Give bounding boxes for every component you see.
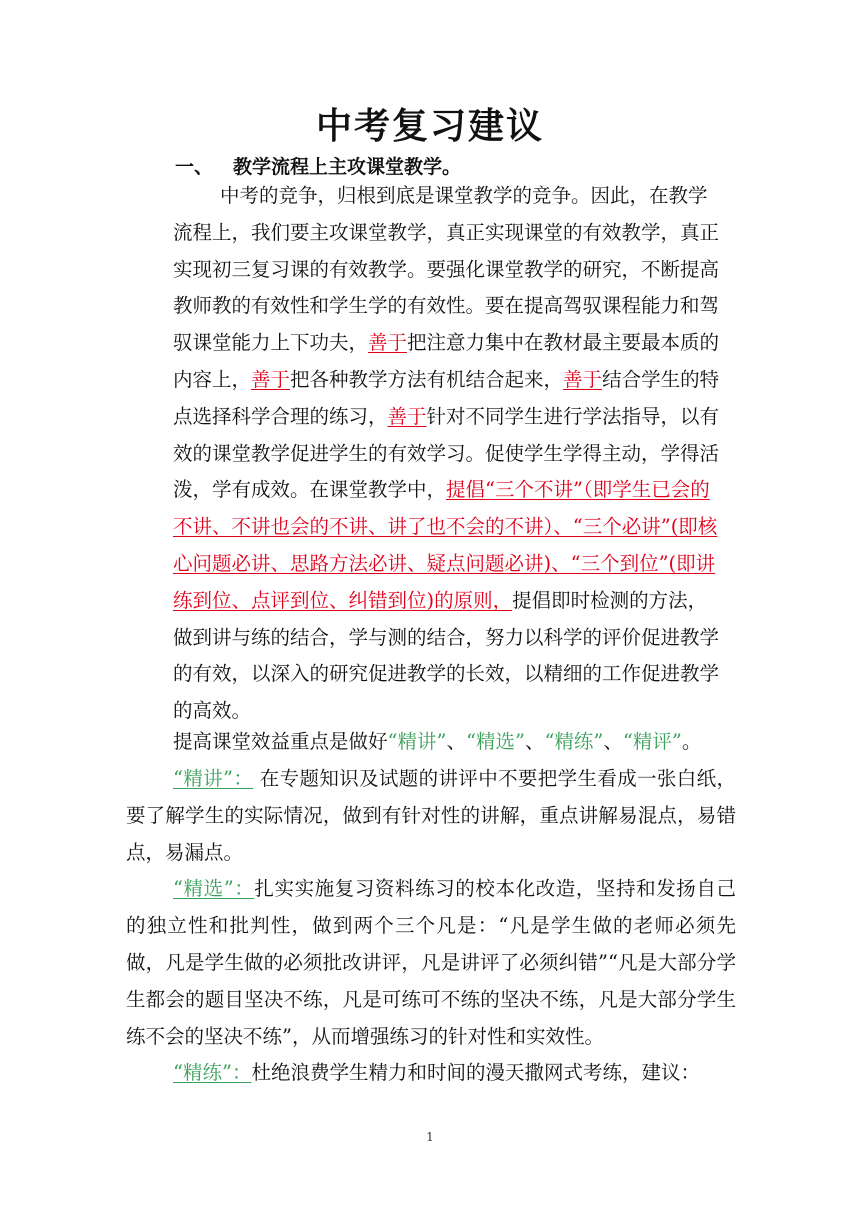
section-number: 一、 xyxy=(175,156,214,178)
text-line: 教师教的有效性和学生学的有效性。要在提高驾驭课程能力和驾 xyxy=(173,294,720,318)
jingjiang-text: 在专题知识及试题的讲评中不要把学生看成一张白纸，要了解学生的实际情况，做到有针对性的讲解，重点讲解易混点，易错点，易漏点。 xyxy=(126,767,736,864)
section-heading xyxy=(175,152,461,179)
text-line: 点选择科学合理的练习，善于针对不同学生进行学法指导，以有 xyxy=(173,404,720,428)
highlight-shanyu: 善于 xyxy=(387,404,427,428)
text-line: 的高效。 xyxy=(173,699,252,723)
label-jinglian: “精练”： xyxy=(173,1061,252,1084)
highlight-principle: 提倡“三个不讲”（即学生已会的 xyxy=(446,478,710,502)
page-number: 1 xyxy=(426,1130,434,1144)
jingxuan-text: 扎实实施复习资料练习的校本化改造，坚持和发扬自己的独立性和批判性，做到两个三个凡是：“凡是学生做的老师必须先做，凡是学生做的必须批改讲评，凡是讲评了必须纠错”“凡是大部分学生都会的题目坚决不练，凡是可练可不练的坚决不练，凡是大部分学生练不会的坚决不练”，从而增强练习的针对性和实效性。 xyxy=(126,877,736,1048)
text-line: 练到位、点评到位、纠错到位)的原则，提倡即时检测的方法， xyxy=(173,588,708,612)
highlight-principle: 练到位、点评到位、纠错到位)的原则， xyxy=(173,588,513,612)
highlight-shanyu: 善于 xyxy=(563,367,603,391)
highlight-shanyu: 善于 xyxy=(251,367,291,391)
text-line: 泼，学有成效。在课堂教学中，提倡“三个不讲”（即学生已会的 xyxy=(173,478,710,502)
text-line: 驭课堂能力上下功夫，善于把注意力集中在教材最主要最本质的 xyxy=(173,331,720,355)
label-jingjiang: “精讲”： xyxy=(173,767,254,790)
highlight-principle: 不讲、不讲也会的不讲、讲了也不会的不讲）、“三个必讲”(即核 xyxy=(173,515,718,539)
paragraph-jingxuan xyxy=(126,870,736,1055)
keyword-jingping: “精评” xyxy=(622,730,682,753)
highlight-shanyu: 善于 xyxy=(368,331,408,355)
paragraph-jinglian xyxy=(126,1054,736,1091)
keyword-jingjiang: “精讲” xyxy=(387,730,447,753)
paragraph-jingjiang xyxy=(126,760,736,871)
text-line: 流程上，我们要主攻课堂教学，真正实现课堂的有效教学，真正 xyxy=(173,220,720,244)
jinglian-text: 杜绝浪费学生精力和时间的漫天撒网式考练，建议： xyxy=(251,1061,700,1084)
text-line: 实现初三复习课的有效教学。要强化课堂教学的研究，不断提高 xyxy=(173,257,720,281)
text-line: 的有效，以深入的研究促进教学的长效，以精细的工作促进教学 xyxy=(173,662,720,686)
highlight-principle: 心问题必讲、思路方法必讲、疑点问题必讲)、“三个到位”(即讲 xyxy=(173,551,716,575)
text-line: 内容上，善于把各种教学方法有机结合起来，善于结合学生的特 xyxy=(173,367,720,391)
text-line: 效的课堂教学促进学生的有效学习。促使学生学得主动，学得活 xyxy=(173,441,720,465)
paragraph-efficiency: 提高课堂效益重点是做好“精讲”、“精选”、“精练”、“精评”。 xyxy=(173,730,702,753)
keyword-jingxuan: “精选” xyxy=(465,730,525,753)
text-line: 做到讲与练的结合，学与测的结合，努力以科学的评价促进教学 xyxy=(173,625,720,649)
document-title: 中考复习建议 xyxy=(315,106,544,147)
section-heading-text: 教学流程上主攻课堂教学。 xyxy=(233,156,462,178)
keyword-jinglian: “精练” xyxy=(544,730,604,753)
paragraph-classroom-teaching xyxy=(173,178,733,730)
label-jingxuan: “精选”： xyxy=(173,877,255,900)
text-line: 中考的竞争，归根到底是课堂教学的竞争。因此，在教学 xyxy=(220,184,708,207)
